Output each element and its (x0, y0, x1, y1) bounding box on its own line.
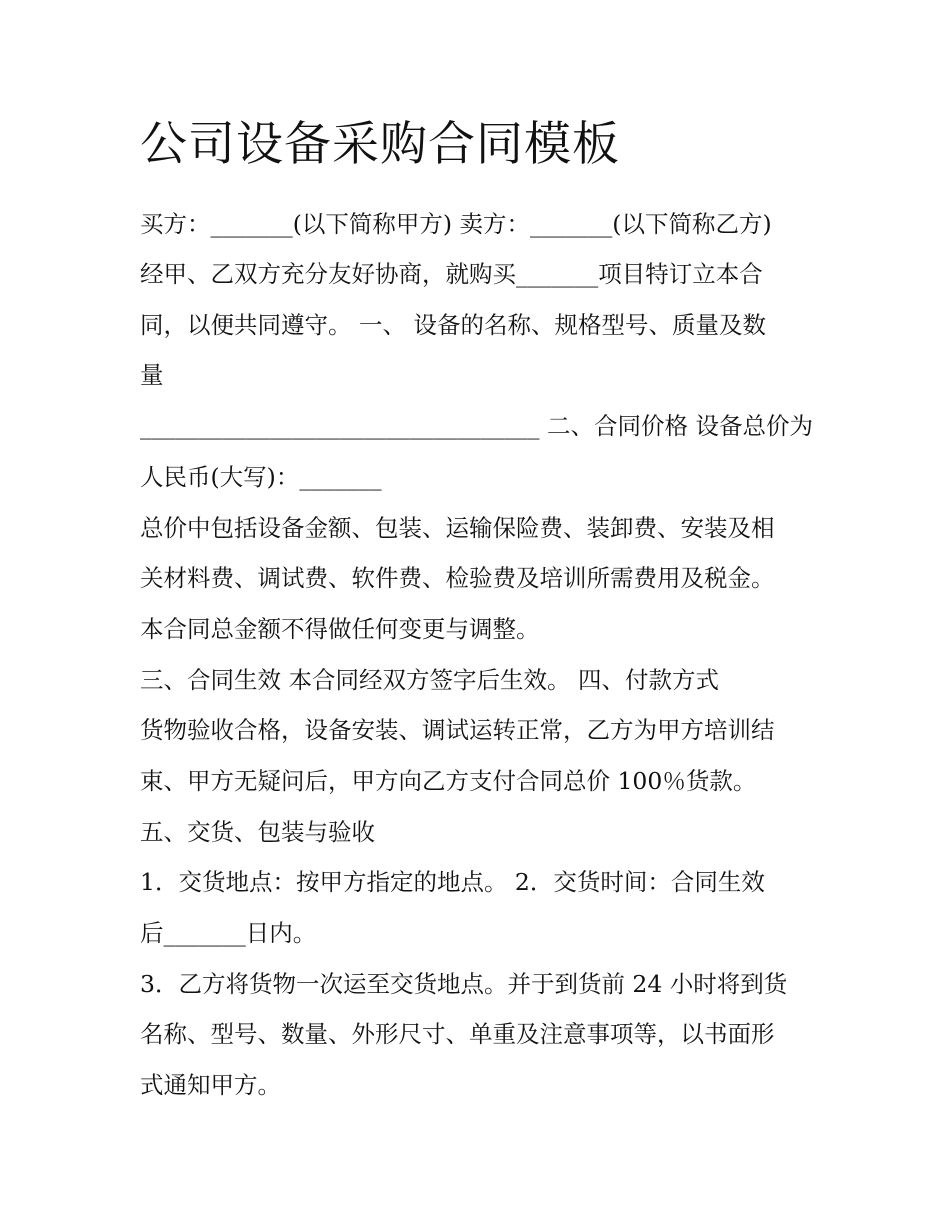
body-line-negotiation: 经甲、乙双方充分友好协商，就购买_______项目特订立本合 (140, 260, 763, 288)
body-line-payment-terms-cont: 束、甲方无疑问后，甲方向乙方支付合同总价 100％货款。 (140, 767, 757, 795)
body-line-payment-terms: 货物验收合格，设备安装、调试运转正常，乙方为甲方培训结 (140, 716, 775, 744)
body-line-delivery-notice: 3．乙方将货物一次运至交货地点。并于到货前 24 小时将到货 (140, 970, 788, 998)
body-line-section-5-heading: 五、交货、包装与验收 (140, 818, 375, 846)
body-line-section-1-heading: 同，以便共同遵守。 一、 设备的名称、规格型号、质量及数 (140, 311, 766, 339)
body-line-section-1-cont: 量 (140, 361, 164, 389)
body-line-delivery-notice-cont: 名称、型号、数量、外形尺寸、单重及注意事项等，以书面形 (140, 1020, 775, 1048)
body-line-delivery-notice-end: 式通知甲方。 (140, 1071, 281, 1099)
body-line-no-change: 本合同总金额不得做任何变更与调整。 (140, 615, 540, 643)
body-line-price-includes-cont: 关材料费、调试费、软件费、检验费及培训所需费用及税金。 (140, 564, 775, 592)
document-title: 公司设备采购合同模板 (140, 117, 620, 172)
body-line-total-price: 人民币(大写)：_______ (140, 463, 382, 491)
body-line-price-includes: 总价中包括设备金额、包装、运输保险费、装卸费、安装及相 (140, 514, 775, 542)
body-line-delivery-place-time: 1．交货地点：按甲方指定的地点。 2．交货时间：合同生效 (140, 868, 765, 896)
body-line-section-2-heading: __________________________________ 二、合同价格 设备总价为 (140, 412, 813, 440)
body-line-parties: 买方：_______(以下简称甲方) 卖方：_______(以下简称乙方) (140, 210, 772, 238)
body-line-delivery-days: 后_______日内。 (140, 919, 317, 947)
body-line-sections-3-4: 三、合同生效 本合同经双方签字后生效。 四、付款方式 (140, 666, 719, 694)
